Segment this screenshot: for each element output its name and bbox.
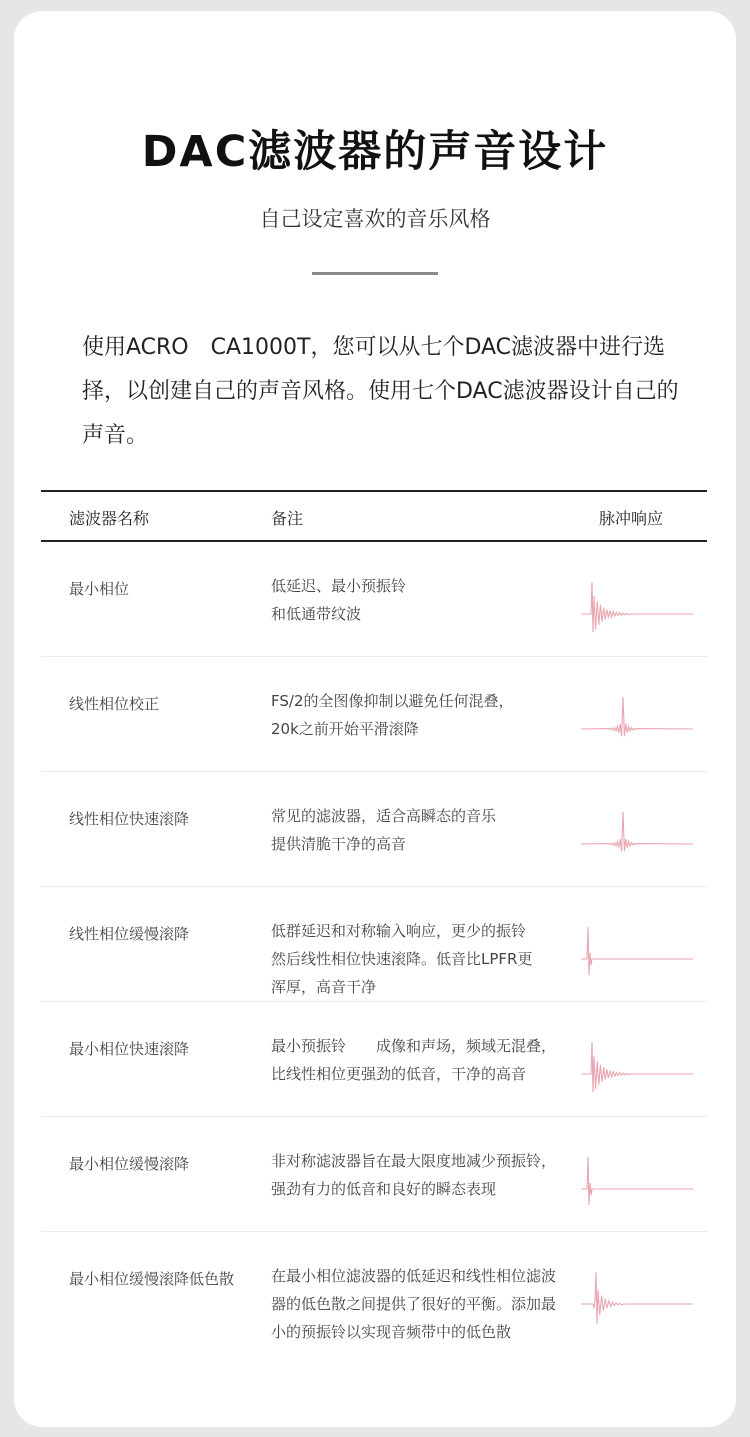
filter-name: 最小相位缓慢滚降低色散 (69, 1270, 235, 1288)
filter-note: 常见的滤波器，适合高瞬态的音乐 提供清脆干净的高音 (271, 807, 497, 853)
table-row (41, 1232, 707, 1346)
table-row (41, 1002, 707, 1117)
impulse-response-graph (581, 580, 693, 636)
filter-note: 在最小相位滤波器的低延迟和线性相位滤波 器的低色散之间提供了很好的平衡。添加最 小的预振铃以实现音频带中的低色散 (271, 1267, 557, 1341)
table-row (41, 887, 707, 1002)
table-row (41, 542, 707, 657)
impulse-response-graph (581, 695, 693, 751)
filter-name: 线性相位校正 (69, 695, 160, 713)
table-row (41, 1117, 707, 1232)
impulse-response-graph (581, 810, 693, 866)
impulse-response-graph (581, 1270, 693, 1326)
filter-note: 低延迟、最小预振铃 和低通带纹波 (271, 577, 407, 623)
table-row (41, 657, 707, 772)
filter-name: 最小相位快速滚降 (69, 1040, 190, 1058)
impulse-response-graph (581, 925, 693, 981)
impulse-response-graph (581, 1040, 693, 1096)
page-subtitle: 自己设定喜欢的音乐风格 (259, 207, 491, 231)
impulse-response-graph (581, 1155, 693, 1211)
filter-note: 最小预振铃 成像和声场，频域无混叠， 比线性相位更强劲的低音，干净的高音 (271, 1037, 557, 1083)
filter-note: 非对称滤波器旨在最大限度地减少预振铃， 强劲有力的低音和良好的瞬态表现 (271, 1152, 557, 1198)
intro-paragraph: 使用ACRO CA1000T，您可以从七个DAC滤波器中进行选择，以创建自己的声音风格。使用七个DAC滤波器设计自己的声音。 (82, 335, 679, 448)
filter-name: 最小相位 (69, 580, 130, 598)
header-note: 备注 (271, 509, 304, 528)
filter-name: 线性相位缓慢滚降 (69, 925, 190, 943)
table-body (41, 542, 707, 1346)
title-divider (312, 272, 438, 275)
page-title: DAC滤波器的声音设计 (141, 127, 609, 177)
table-header (41, 490, 707, 542)
filter-name: 线性相位快速滚降 (69, 810, 190, 828)
filter-note: 低群延迟和对称输入响应，更少的振铃 然后线性相位快速滚降。低音比LPFR更 浑厚，高音干净 (271, 922, 533, 996)
header-impulse-response: 脉冲响应 (599, 509, 664, 528)
filter-table (41, 490, 707, 1346)
table-row (41, 772, 707, 887)
filter-note: FS/2的全图像抑制以避免任何混叠， 20k之前开始平滑滚降 (271, 692, 514, 738)
header-filter-name: 滤波器名称 (69, 509, 150, 528)
filter-name: 最小相位缓慢滚降 (69, 1155, 190, 1173)
